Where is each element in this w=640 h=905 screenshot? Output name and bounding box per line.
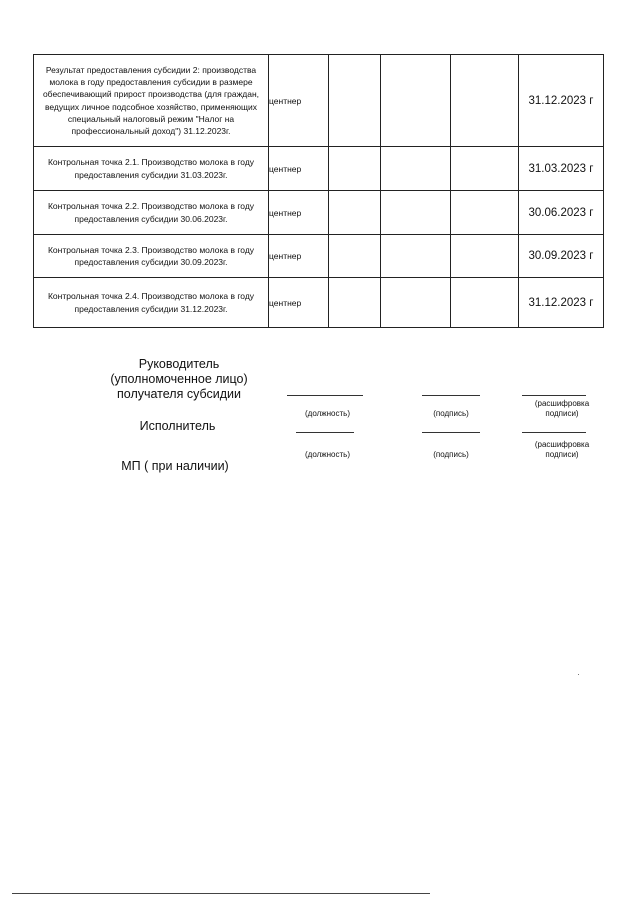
position-caption: (должность) xyxy=(305,409,350,418)
empty-cell xyxy=(381,191,451,235)
signature-caption: (подпись) xyxy=(433,450,469,459)
table-row xyxy=(34,278,604,328)
signature-caption: (подпись) xyxy=(433,409,469,418)
empty-cell xyxy=(451,147,519,191)
row-description: Контрольная точка 2.4. Производство молока в году предоставления субсидии 31.12.2023г. xyxy=(34,278,269,328)
row-date: 30.06.2023 г xyxy=(519,191,604,235)
row-unit: центнер xyxy=(269,191,329,235)
executor-label: Исполнитель xyxy=(139,419,216,433)
row-unit: центнер xyxy=(269,278,329,328)
empty-cell xyxy=(451,278,519,328)
row-description: Контрольная точка 2.1. Производство молока в году предоставления субсидии 31.03.2023г. xyxy=(34,147,269,191)
position-line xyxy=(287,395,363,396)
table-row xyxy=(34,147,604,191)
empty-cell xyxy=(329,191,381,235)
row-unit: центнер xyxy=(269,235,329,278)
table-row xyxy=(34,55,604,147)
row-description: Контрольная точка 2.2. Производство молока в году предоставления субсидии 30.06.2023г. xyxy=(34,191,269,235)
empty-cell xyxy=(329,147,381,191)
head-signature-label: Руководитель (уполномоченное лицо) получателя субсидии xyxy=(110,357,248,401)
row-unit: центнер xyxy=(269,147,329,191)
empty-cell xyxy=(381,147,451,191)
row-unit: центнер xyxy=(269,55,329,147)
position-caption: (должность) xyxy=(305,450,350,459)
table-row xyxy=(34,235,604,278)
results-table xyxy=(33,54,604,328)
empty-cell xyxy=(381,55,451,147)
empty-cell xyxy=(451,191,519,235)
table-row xyxy=(34,191,604,235)
row-description: Результат предоставления субсидии 2: производства молока в году предоставления субсидии в размере обеспечивающий прирост производства (для граждан, ведущих личное подсобное хозяйство, применяющих специальный налоговый режим "Налог на профессиональный доход") 31.12.2023г. xyxy=(34,55,269,147)
signature-line xyxy=(422,432,480,433)
row-date: 30.09.2023 г xyxy=(519,235,604,278)
empty-cell xyxy=(329,278,381,328)
empty-cell xyxy=(451,55,519,147)
scan-speck xyxy=(578,674,579,675)
row-date: 31.12.2023 г xyxy=(519,55,604,147)
bottom-rule xyxy=(12,893,430,894)
decoding-line xyxy=(522,432,586,433)
decoding-caption: (расшифровка подписи) xyxy=(534,440,590,459)
decoding-caption: (расшифровка подписи) xyxy=(534,399,590,418)
empty-cell xyxy=(329,235,381,278)
row-date: 31.03.2023 г xyxy=(519,147,604,191)
decoding-line xyxy=(522,395,586,396)
empty-cell xyxy=(451,235,519,278)
stamp-label: МП ( при наличии) xyxy=(121,459,229,473)
empty-cell xyxy=(381,278,451,328)
row-date: 31.12.2023 г xyxy=(519,278,604,328)
empty-cell xyxy=(381,235,451,278)
signature-line xyxy=(422,395,480,396)
row-description: Контрольная точка 2.3. Производство молока в году предоставления субсидии 30.09.2023г. xyxy=(34,235,269,278)
position-line xyxy=(296,432,354,433)
empty-cell xyxy=(329,55,381,147)
